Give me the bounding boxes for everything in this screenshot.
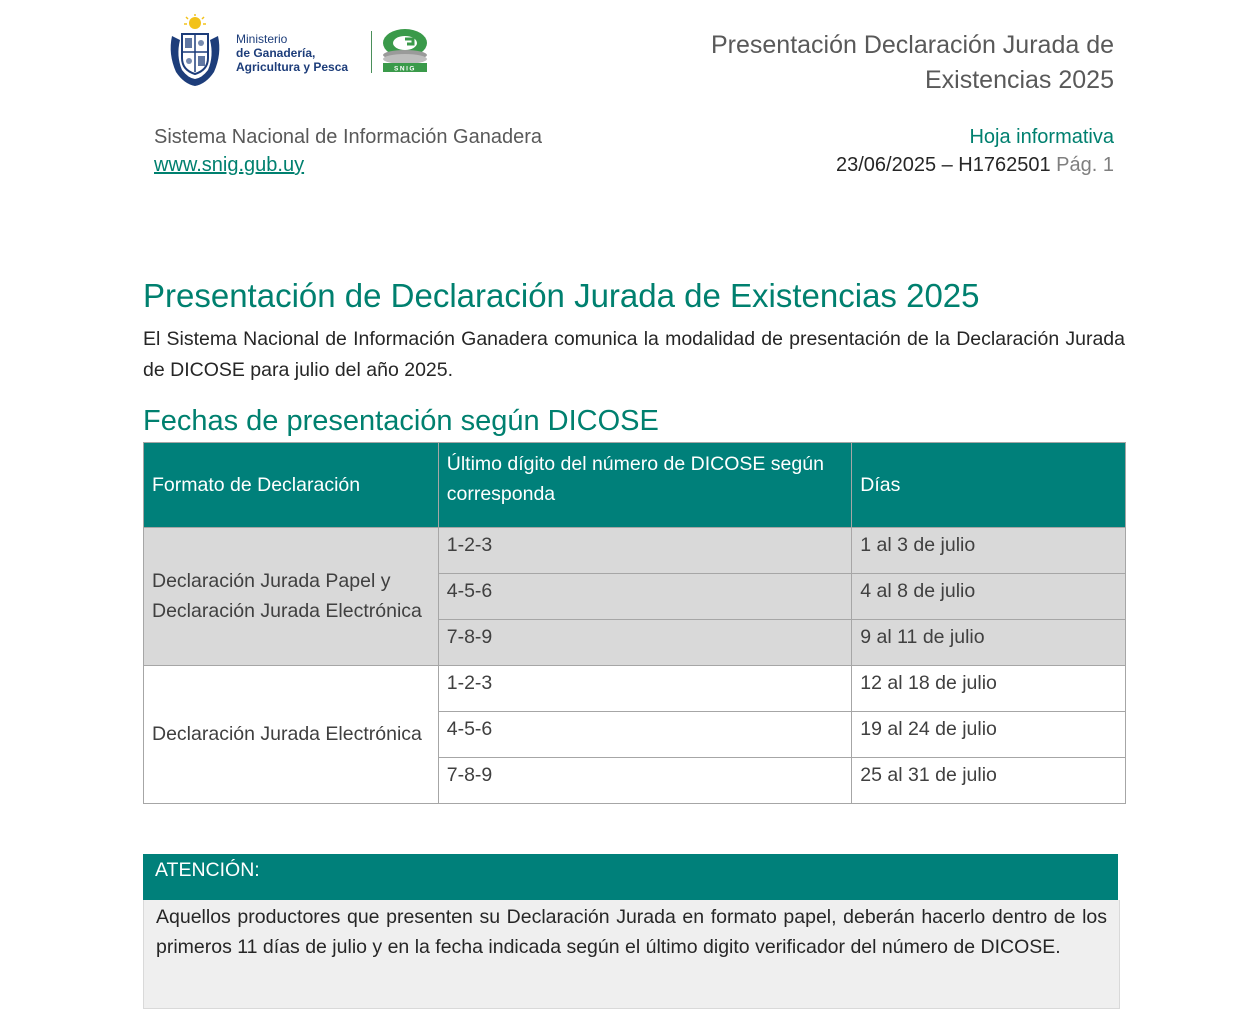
table-header-row bbox=[144, 443, 1126, 528]
logo-divider bbox=[371, 31, 372, 73]
digits-cell: 7-8-9 bbox=[438, 758, 852, 804]
intro-paragraph: El Sistema Nacional de Información Ganadera comunica la modalidad de presentación de la Declaración Jurada de DICOSE para julio del año 2025. bbox=[143, 328, 1125, 381]
section-title: Fechas de presentación según DICOSE bbox=[143, 405, 659, 437]
ministry-line-2: de Ganadería, bbox=[236, 46, 316, 60]
sheet-type: Hoja informativa bbox=[969, 126, 1114, 148]
ministry-line-3: Agricultura y Pesca bbox=[236, 60, 349, 74]
header-digit: Último dígito del número de DICOSE según corresponda bbox=[438, 443, 852, 528]
dates-table bbox=[143, 442, 1126, 804]
days-cell: 25 al 31 de julio bbox=[852, 758, 1126, 804]
snig-logo-text: SNIG bbox=[394, 65, 416, 73]
main-title: Presentación de Declaración Jurada de Existencias 2025 bbox=[143, 277, 980, 314]
days-cell: 12 al 18 de julio bbox=[852, 666, 1126, 712]
header-format: Formato de Declaración bbox=[144, 443, 439, 528]
digits-cell: 4-5-6 bbox=[438, 712, 852, 758]
format-cell: Declaración Jurada Papel y Declaración Jurada Electrónica bbox=[144, 528, 439, 666]
format-cell: Declaración Jurada Electrónica bbox=[144, 666, 439, 804]
days-cell: 9 al 11 de julio bbox=[852, 620, 1126, 666]
sheet-meta bbox=[836, 154, 1114, 177]
sheet-date-reference: 23/06/2025 – H1762501 bbox=[835, 154, 1051, 176]
attention-body bbox=[143, 900, 1120, 1009]
attention-header bbox=[143, 854, 1118, 900]
digits-cell: 1-2-3 bbox=[438, 528, 852, 574]
days-cell: 4 al 8 de julio bbox=[852, 574, 1126, 620]
organization-name: Sistema Nacional de Información Ganadera bbox=[154, 126, 542, 148]
ministry-line-1: Ministerio bbox=[236, 32, 288, 46]
table-row bbox=[144, 666, 1126, 712]
page-number: Pág. 1 bbox=[1056, 154, 1114, 176]
ministry-logo-text bbox=[236, 32, 348, 74]
coat-of-arms-icon bbox=[164, 14, 226, 88]
days-cell: 1 al 3 de julio bbox=[852, 528, 1126, 574]
attention-title: ATENCIÓN: bbox=[155, 859, 260, 881]
digits-cell: 4-5-6 bbox=[438, 574, 852, 620]
table-row bbox=[144, 528, 1126, 574]
attention-text: Aquellos productores que presenten su Declaración Jurada en formato papel, deberán hacerlo dentro de los primeros 11 días de julio y en la fecha indicada según el último digito verificador del número de DICOSE. bbox=[156, 906, 1107, 958]
days-cell: 19 al 24 de julio bbox=[852, 712, 1126, 758]
organization-url-link[interactable]: www.snig.gub.uy bbox=[154, 154, 305, 176]
digits-cell: 7-8-9 bbox=[438, 620, 852, 666]
digits-cell: 1-2-3 bbox=[438, 666, 852, 712]
snig-logo-icon bbox=[380, 25, 430, 75]
document-title: Presentación Declaración Jurada de Existencias 2025 bbox=[710, 31, 1114, 94]
header-days: Días bbox=[852, 443, 1126, 528]
